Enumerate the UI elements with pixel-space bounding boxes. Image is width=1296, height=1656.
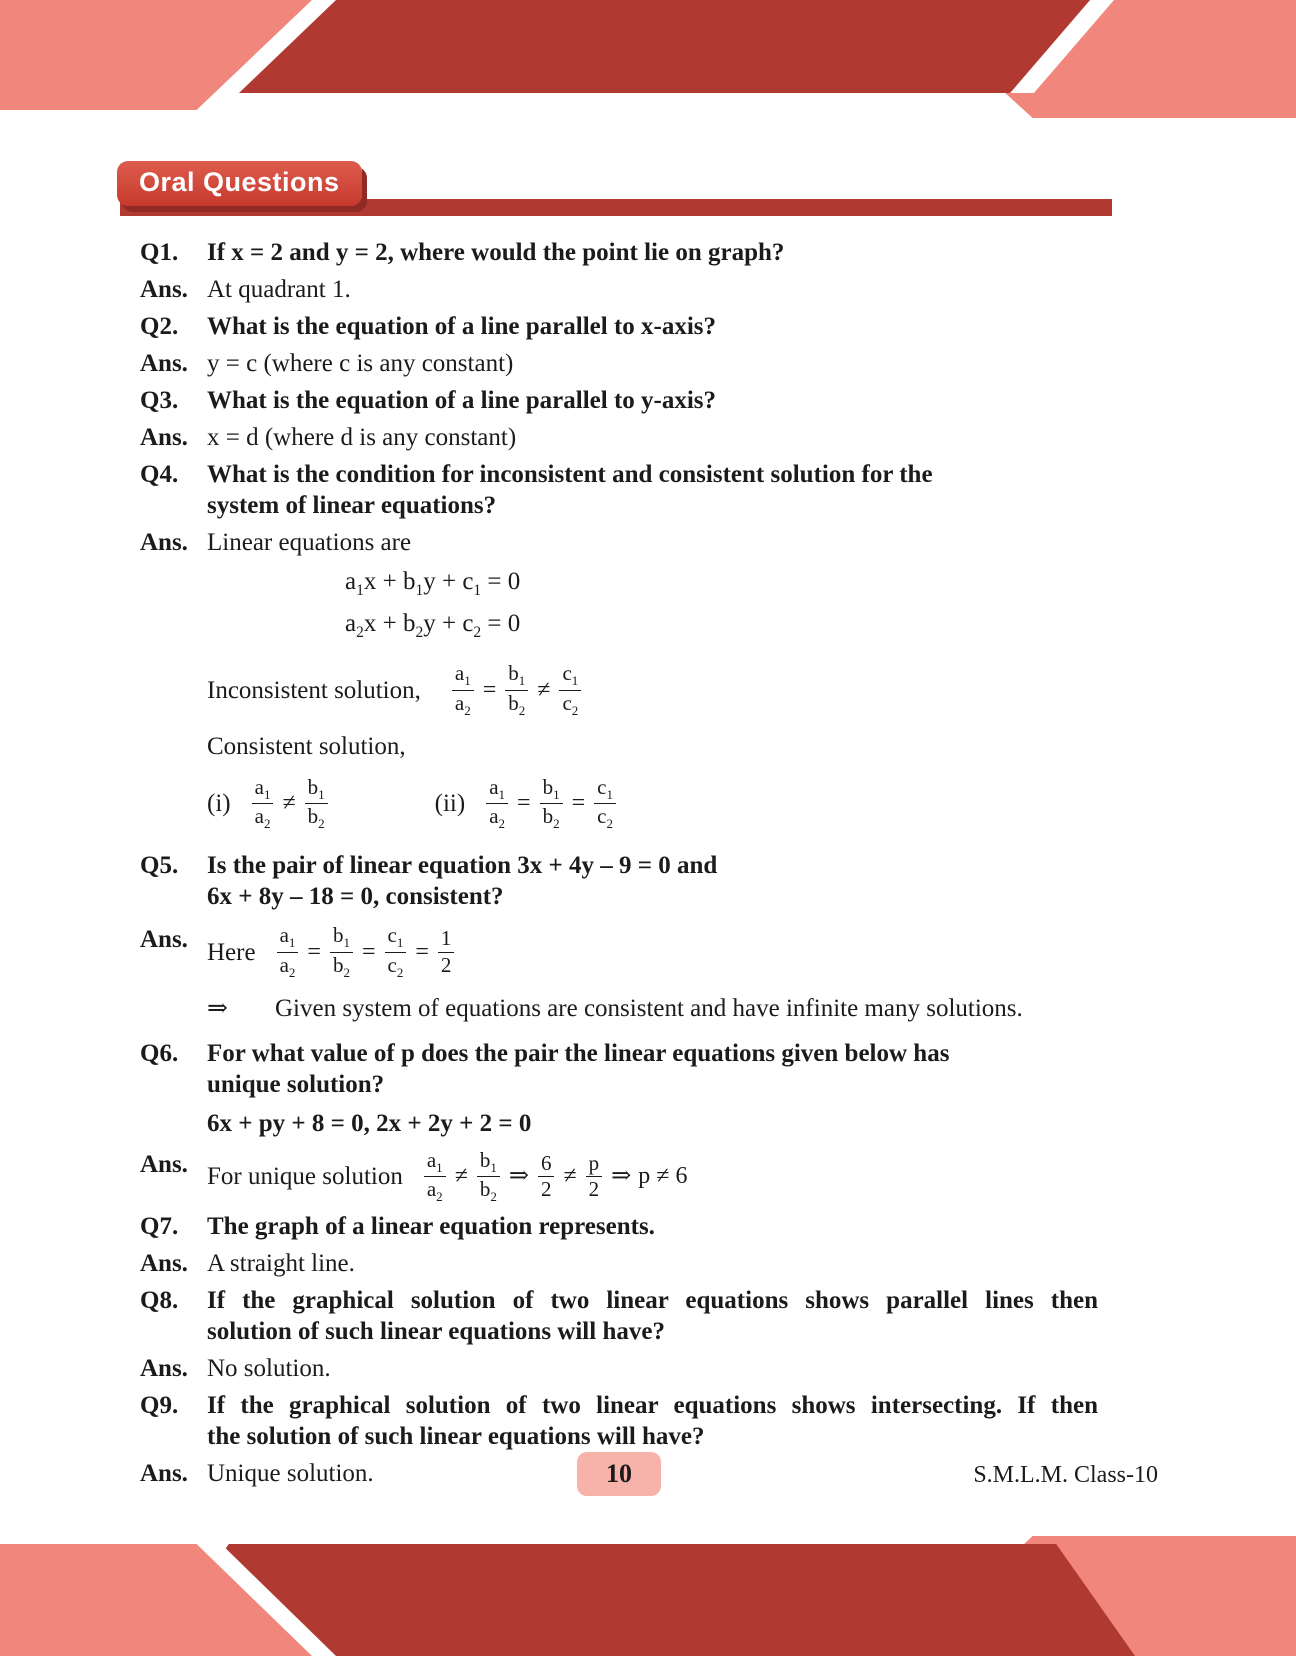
answer-label: Ans. xyxy=(140,424,188,451)
math-operator: = xyxy=(361,938,376,965)
math-text: p ≠ 6 xyxy=(638,1163,688,1190)
book-title: S.M.L.M. Class-10 xyxy=(973,1462,1158,1488)
fraction-numerator: $c_1$ xyxy=(385,924,407,953)
question-text xyxy=(207,850,1098,912)
answer-label: Ans. xyxy=(140,1460,188,1487)
answer-label: Ans. xyxy=(140,350,188,377)
fraction-denominator: $a_2$ xyxy=(489,804,506,832)
question-line-2: solution of such linear equations will have? xyxy=(207,1318,665,1345)
oral-questions-badge-label: Oral Questions xyxy=(139,167,340,197)
math-operator: ≠ xyxy=(282,790,296,817)
fraction-denominator: 2 xyxy=(540,1177,552,1202)
fraction-denominator: $c_2$ xyxy=(387,952,404,980)
question-number: Q7. xyxy=(140,1213,179,1240)
here-label: Here xyxy=(207,938,256,966)
question-text xyxy=(207,1038,1098,1100)
question-row-q2 xyxy=(140,311,1098,342)
question-number: Q6. xyxy=(140,1039,179,1067)
equation-q6: 6x + py + 8 = 0, 2x + 2y + 2 = 0 xyxy=(207,1109,532,1137)
implies-symbol: ⇒ xyxy=(207,994,228,1022)
answer-text: At quadrant 1. xyxy=(207,276,351,303)
question-text xyxy=(207,1285,1098,1347)
question-line-1: If the graphical solution of two linear equations shows intersecting. If then xyxy=(207,1392,1098,1419)
fraction-numerator: $c_1$ xyxy=(559,662,581,691)
item-ii-label: (ii) xyxy=(434,790,466,818)
answer-row-q2 xyxy=(140,348,1098,379)
fraction-numerator: $b_1$ xyxy=(505,662,528,691)
answer-math xyxy=(207,1149,1098,1206)
equation-1: $a_1x + b_1y + c_1 = 0$ xyxy=(345,568,521,599)
fraction xyxy=(559,662,581,719)
question-row-q6 xyxy=(140,1038,1098,1100)
answer-row-q6 xyxy=(140,1149,1098,1206)
answer-intro: For unique solution xyxy=(207,1163,403,1191)
consistent-conditions xyxy=(207,776,1098,833)
fraction-denominator: $c_2$ xyxy=(597,804,613,832)
fraction xyxy=(586,1152,603,1202)
fraction-numerator: 1 xyxy=(438,927,455,953)
question-line-2: the solution of such linear equations will have? xyxy=(207,1423,705,1450)
answer-label: Ans. xyxy=(140,1250,188,1277)
fraction-denominator: 2 xyxy=(440,952,452,977)
question-text: What is the equation of a line parallel to x-axis? xyxy=(207,313,717,340)
fraction xyxy=(594,776,616,833)
fraction-numerator: $b_1$ xyxy=(540,776,563,805)
question-number: Q8. xyxy=(140,1287,179,1314)
fraction-denominator: $b_2$ xyxy=(508,690,526,718)
fraction xyxy=(330,924,353,981)
fraction-denominator: $a_2$ xyxy=(426,1177,443,1205)
equation-row-q6 xyxy=(140,1106,1098,1143)
fraction-denominator: $a_2$ xyxy=(254,804,271,832)
fraction-numerator: $a_1$ xyxy=(277,924,299,953)
fraction-numerator: $a_1$ xyxy=(252,776,274,805)
fraction-denominator: $b_2$ xyxy=(542,804,560,832)
question-line-1: For what value of p does the pair the linear equations given below has xyxy=(207,1039,950,1067)
fraction xyxy=(252,776,274,833)
fraction-numerator: $b_1$ xyxy=(305,776,328,805)
questions-content xyxy=(140,237,1098,1495)
oral-questions-badge xyxy=(117,161,362,206)
fraction-denominator: $b_2$ xyxy=(479,1177,497,1205)
fraction xyxy=(277,924,299,981)
fraction-numerator: $c_1$ xyxy=(594,776,616,805)
fraction xyxy=(540,776,563,833)
question-line-1: What is the condition for inconsistent and consistent solution for the xyxy=(207,461,933,488)
answer-text: x = d (where d is any constant) xyxy=(207,424,517,451)
fraction-numerator: $a_1$ xyxy=(486,776,508,805)
math-expression-inconsistent xyxy=(447,662,586,719)
question-text xyxy=(207,459,1098,521)
consistent-conditions-row xyxy=(140,776,1098,833)
fraction-denominator: $a_2$ xyxy=(279,952,296,980)
fraction-numerator: 6 xyxy=(538,1152,555,1178)
question-row-q7 xyxy=(140,1211,1098,1242)
answer-row-q8 xyxy=(140,1353,1098,1384)
math-operator: = xyxy=(307,938,321,965)
equation-2: $a_2x + b_2y + c_2 = 0$ xyxy=(345,610,521,641)
math-operator: = xyxy=(415,938,429,965)
consistent-label: Consistent solution, xyxy=(207,732,406,760)
answer-text: A straight line. xyxy=(207,1250,355,1277)
fraction xyxy=(305,776,328,833)
fraction-numerator: p xyxy=(586,1152,603,1178)
question-number: Q1. xyxy=(140,239,179,266)
question-row-q3 xyxy=(140,385,1098,416)
inconsistent-condition xyxy=(207,662,1098,719)
question-row-q9 xyxy=(140,1390,1098,1452)
fraction xyxy=(452,662,474,719)
fraction xyxy=(477,1149,500,1206)
math-operator: = xyxy=(517,790,531,817)
math-expression-q6 xyxy=(419,1149,691,1206)
question-row-q5 xyxy=(140,850,1098,912)
label-spacer xyxy=(140,776,207,833)
answer-row-q1 xyxy=(140,274,1098,305)
equations-block-q4 xyxy=(140,564,1098,650)
question-text: If x = 2 and y = 2, where would the point lie on graph? xyxy=(207,239,785,266)
conclusion-text: Given system of equations are consistent and have infinite many solutions. xyxy=(275,994,1023,1022)
math-operator: = xyxy=(482,676,497,703)
question-number: Q3. xyxy=(140,387,179,414)
conclusion xyxy=(207,993,1098,1024)
fraction-numerator: $b_1$ xyxy=(477,1149,500,1178)
math-expression-i xyxy=(247,776,333,833)
label-spacer xyxy=(140,662,207,719)
answer-row-q4 xyxy=(140,527,1098,558)
fraction-numerator: $b_1$ xyxy=(330,924,353,953)
question-line-2: unique solution? xyxy=(207,1070,385,1098)
fraction xyxy=(385,924,407,981)
math-operator: ≠ xyxy=(563,1163,577,1190)
math-operator: ⇒ xyxy=(611,1163,632,1190)
fraction xyxy=(538,1152,555,1202)
answer-math xyxy=(207,924,1098,981)
question-line-1: If the graphical solution of two linear equations shows parallel lines then xyxy=(207,1287,1098,1314)
question-number: Q2. xyxy=(140,313,179,340)
math-operator: = xyxy=(571,790,586,817)
label-spacer xyxy=(140,731,207,762)
answer-label: Ans. xyxy=(140,926,188,953)
answer-text: Unique solution. xyxy=(207,1460,374,1487)
answer-intro: Linear equations are xyxy=(207,529,412,556)
question-number: Q5. xyxy=(140,852,179,879)
page-number: 10 xyxy=(606,1459,632,1488)
answer-row-q7 xyxy=(140,1248,1098,1279)
fraction xyxy=(486,776,508,833)
question-line-1: Is the pair of linear equation 3x + 4y – 9 = 0 and xyxy=(207,852,718,879)
inconsistent-condition-row xyxy=(140,662,1098,719)
question-line-2: system of linear equations? xyxy=(207,492,497,519)
answer-label: Ans. xyxy=(140,1355,188,1382)
answer-text: y = c (where c is any constant) xyxy=(207,350,514,377)
inconsistent-label: Inconsistent solution, xyxy=(207,676,421,704)
fraction-denominator: 2 xyxy=(588,1177,600,1202)
fraction xyxy=(424,1149,446,1206)
fraction-denominator: $b_2$ xyxy=(332,952,350,980)
item-i-label: (i) xyxy=(207,790,231,818)
page-number-badge xyxy=(577,1452,661,1496)
math-operator: ⇒ xyxy=(508,1163,529,1190)
label-spacer xyxy=(140,993,207,1024)
label-spacer xyxy=(140,564,207,650)
consistent-label-row xyxy=(140,731,1098,762)
answer-label: Ans. xyxy=(140,529,188,556)
answer-row-q3 xyxy=(140,422,1098,453)
fraction-denominator: $b_2$ xyxy=(307,804,325,832)
answer-label: Ans. xyxy=(140,1150,188,1178)
question-text: What is the equation of a line parallel to y-axis? xyxy=(207,387,717,414)
math-operator: ≠ xyxy=(537,676,551,703)
fraction-numerator: $a_1$ xyxy=(424,1149,446,1178)
fraction xyxy=(505,662,528,719)
answer-label: Ans. xyxy=(140,276,188,303)
question-number: Q9. xyxy=(140,1392,179,1419)
fraction-denominator: $c_2$ xyxy=(562,690,579,718)
label-spacer xyxy=(140,1106,207,1143)
answer-row-q5 xyxy=(140,924,1098,981)
conclusion-row-q5 xyxy=(140,993,1098,1024)
math-expression-ii xyxy=(481,776,621,833)
answer-text: No solution. xyxy=(207,1355,331,1382)
math-operator: ≠ xyxy=(454,1163,468,1190)
math-expression-q5 xyxy=(272,924,460,981)
question-line-2: 6x + 8y – 18 = 0, consistent? xyxy=(207,883,504,910)
fraction xyxy=(438,927,455,977)
question-text xyxy=(207,1390,1098,1452)
equations xyxy=(207,564,1098,650)
question-text: The graph of a linear equation represents. xyxy=(207,1213,655,1240)
fraction-numerator: $a_1$ xyxy=(452,662,474,691)
fraction-denominator: $a_2$ xyxy=(454,690,471,718)
question-number: Q4. xyxy=(140,461,179,488)
question-row-q4 xyxy=(140,459,1098,521)
question-row-q8 xyxy=(140,1285,1098,1347)
question-row-q1 xyxy=(140,237,1098,268)
